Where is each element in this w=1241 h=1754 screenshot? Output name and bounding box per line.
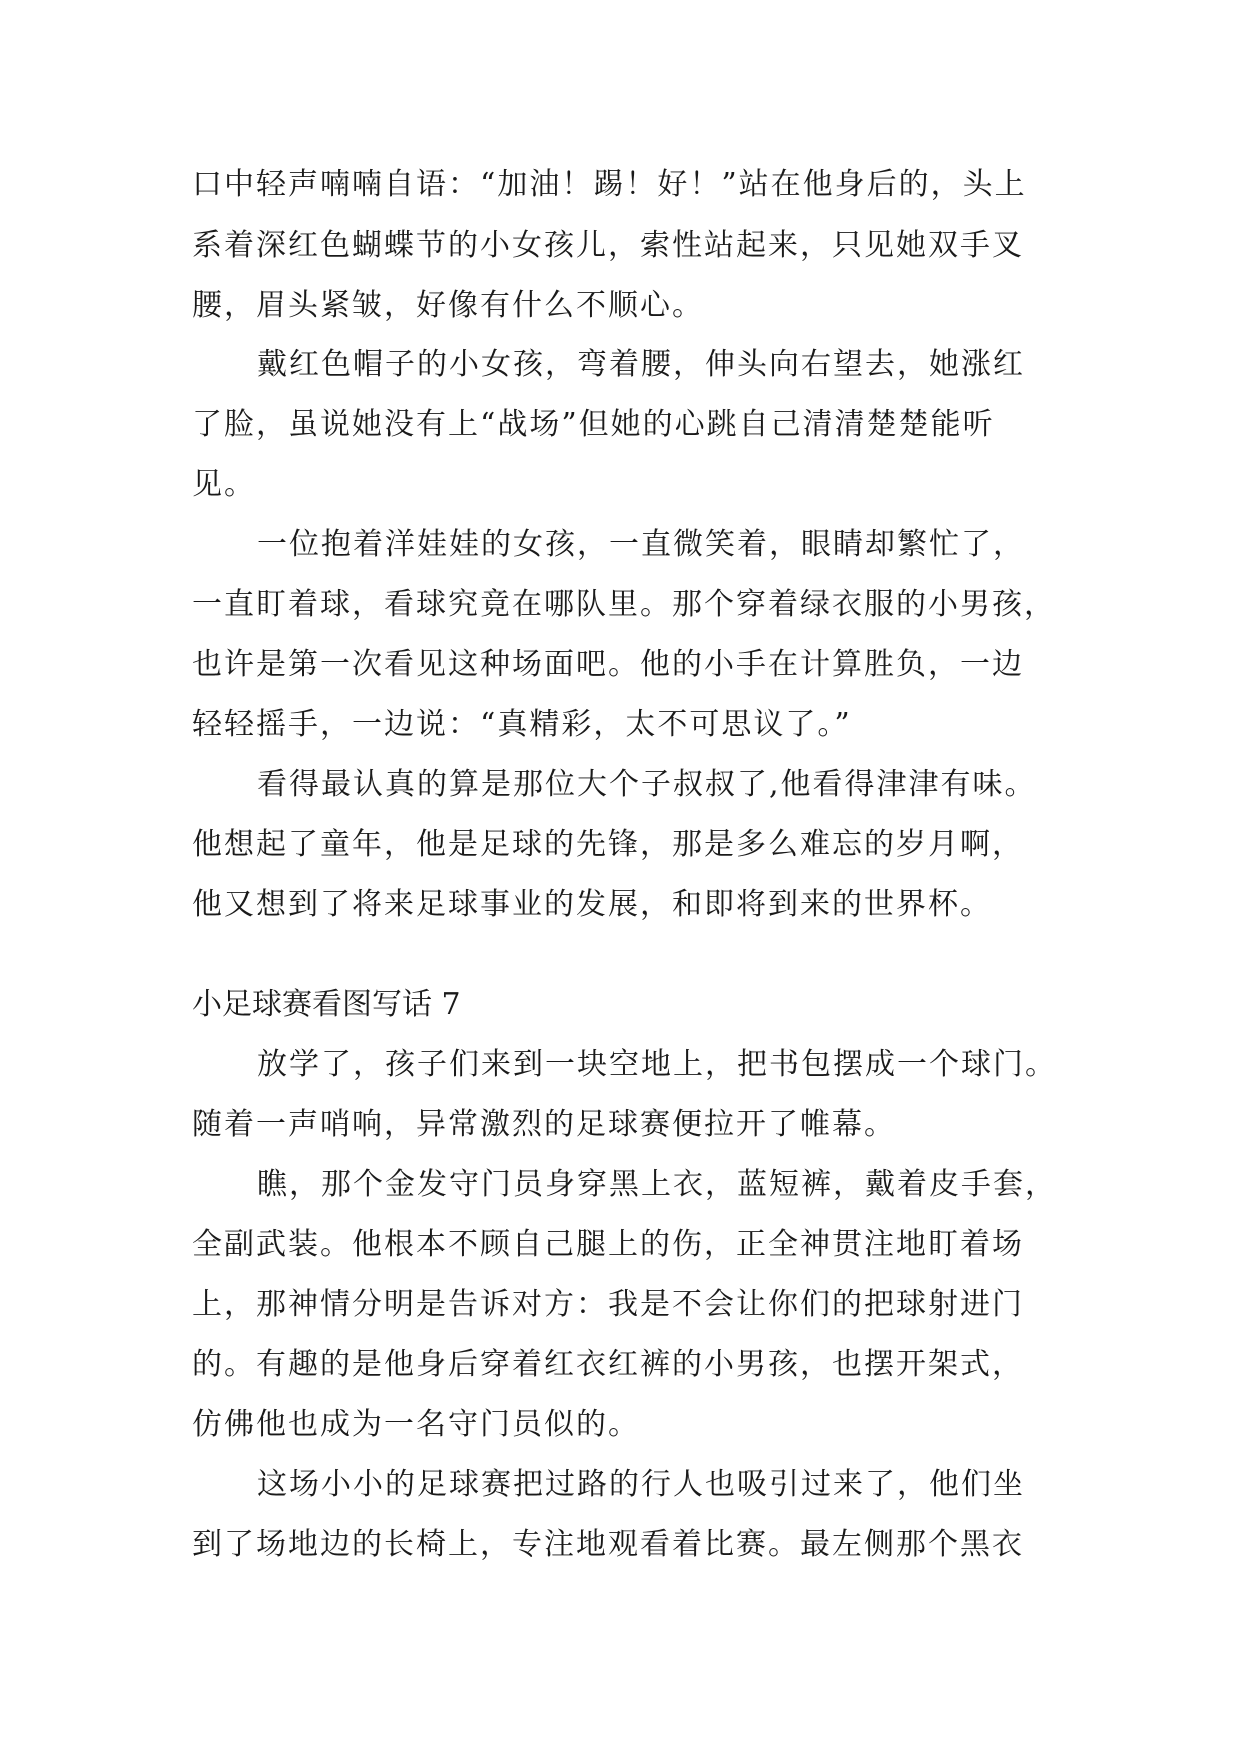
text-line: 轻轻摇手，一边说：“真精彩，太不可思议了。” [192,707,852,742]
text-line: 上，那神情分明是告诉对方：我是不会让你们的把球射进门 [192,1287,1024,1322]
text-line: 瞧，那个金发守门员身穿黑上衣，蓝短裤，戴着皮手套， [257,1167,1057,1202]
text-line: 腰，眉头紧皱，好像有什么不顺心。 [192,288,704,323]
text-line: 一位抱着洋娃娃的女孩，一直微笑着，眼睛却繁忙了， [257,527,1025,562]
text-line: 放学了，孩子们来到一块空地上，把书包摆成一个球门。 [257,1047,1057,1082]
text-line: 一直盯着球，看球究竟在哪队里。那个穿着绿衣服的小男孩， [192,587,1056,622]
text-line: 口中轻声喃喃自语：“加油！踢！好！”站在他身后的，头上 [192,167,1027,202]
text-line: 看得最认真的算是那位大个子叔叔了,他看得津津有味。 [257,767,1037,802]
text-line: 他又想到了将来足球事业的发展，和即将到来的世界杯。 [192,887,992,922]
text-line: 也许是第一次看见这种场面吧。他的小手在计算胜负，一边 [192,647,1024,682]
section-heading: 小足球赛看图写话 7 [192,987,461,1022]
text-line: 系着深红色蝴蝶节的小女孩儿，索性站起来，只见她双手叉 [192,228,1024,263]
text-line: 全副武装。他根本不顾自己腿上的伤，正全神贯注地盯着场 [192,1227,1024,1262]
text-line: 戴红色帽子的小女孩，弯着腰，伸头向右望去，她涨红 [257,347,1025,382]
text-line: 他想起了童年，他是足球的先锋，那是多么难忘的岁月啊， [192,827,1024,862]
text-line: 这场小小的足球赛把过路的行人也吸引过来了，他们坐 [257,1467,1025,1502]
text-line: 随着一声哨响，异常激烈的足球赛便拉开了帷幕。 [192,1107,896,1142]
text-line: 到了场地边的长椅上，专注地观看着比赛。最左侧那个黑衣 [192,1527,1024,1562]
text-line: 仿佛他也成为一名守门员似的。 [192,1407,640,1442]
text-line: 的。有趣的是他身后穿着红衣红裤的小男孩，也摆开架式， [192,1347,1024,1382]
text-line: 了脸，虽说她没有上“战场”但她的心跳自己清清楚楚能听 [192,407,995,442]
text-line: 见。 [192,467,256,502]
